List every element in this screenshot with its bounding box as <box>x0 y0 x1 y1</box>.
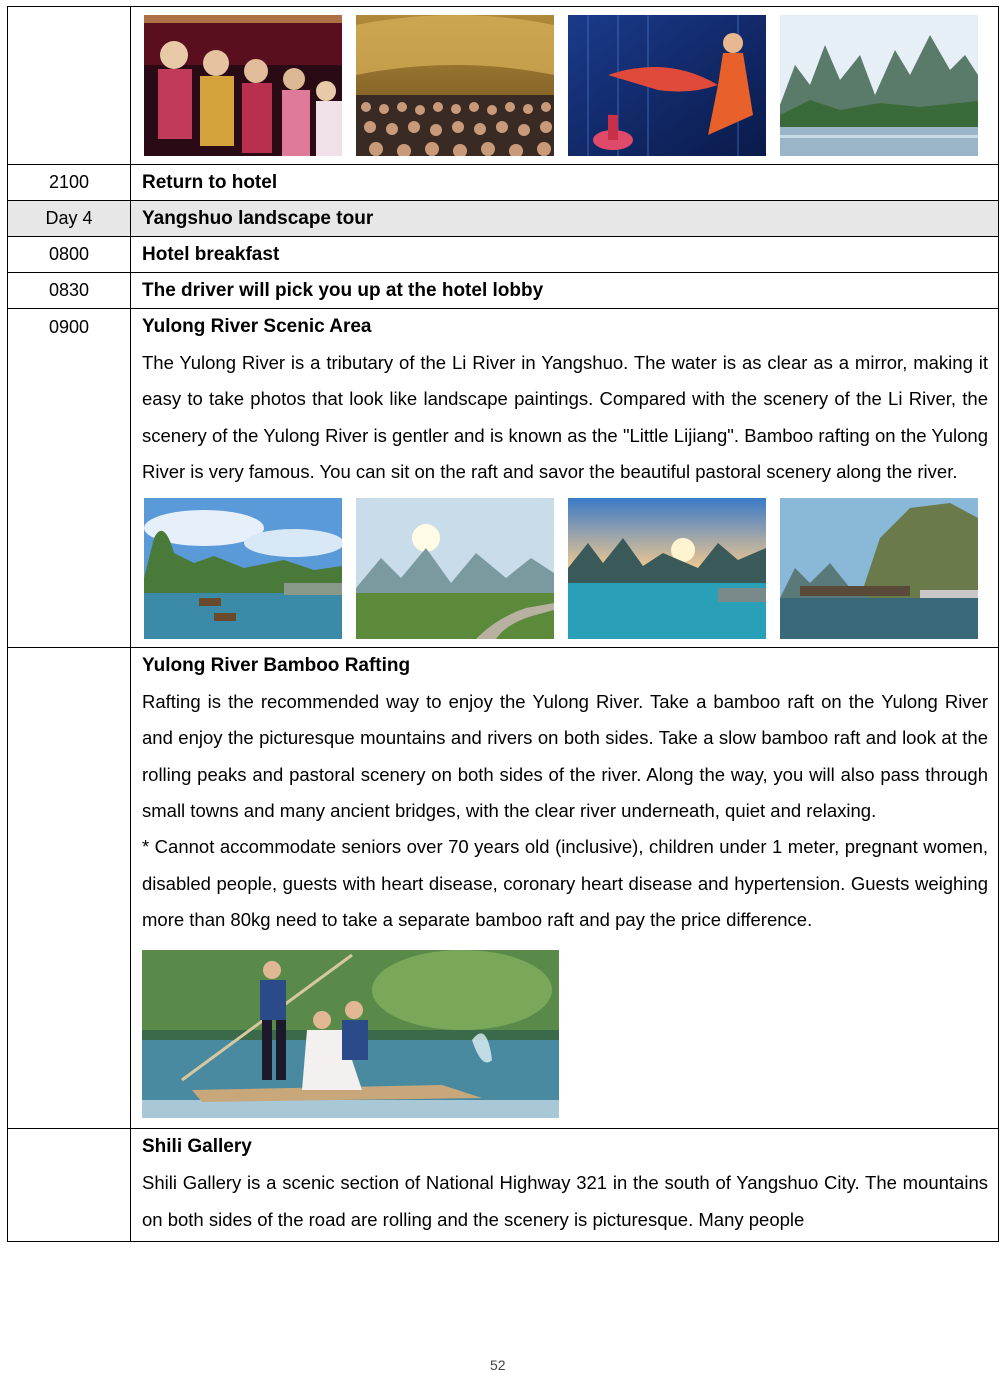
karst-river-photo <box>780 15 978 156</box>
empty-time-cell <box>8 7 131 165</box>
itinerary-table <box>7 6 999 1242</box>
row-shili <box>8 1129 999 1242</box>
day-title-cell <box>131 201 999 237</box>
countryside-path-photo <box>356 498 554 639</box>
content-cell <box>131 165 999 201</box>
row-description: Shili Gallery is a scenic section of National Highway 321 in the south of Yangshuo City. The mountains on both sides of the road are rolling and the scenery is picturesque. Many people <box>142 1172 988 1230</box>
time-cell: 0900 <box>8 309 131 648</box>
river-sunset-photo <box>568 498 766 639</box>
content-cell <box>131 648 999 1129</box>
content-cell <box>131 237 999 273</box>
yulong-rafts-photo <box>144 498 342 639</box>
row-title: Shili Gallery <box>142 1136 252 1158</box>
day-title: Yangshuo landscape tour <box>142 208 374 229</box>
performers-photo <box>144 15 342 156</box>
row-note: * Cannot accommodate seniors over 70 years old (inclusive), children under 1 meter, pregnant women, disabled people, guests with heart disease, coronary heart disease and hypertension. Guests weighing more than 80kg need to take a separate bamboo raft and pay the price difference. <box>142 836 988 930</box>
day-cell: Day 4 <box>8 201 131 237</box>
river-dock-photo <box>780 498 978 639</box>
row-rafting <box>8 648 999 1129</box>
dancer-photo <box>568 15 766 156</box>
row-day-4 <box>8 201 999 237</box>
empty-time-cell <box>8 648 131 1129</box>
row-0800 <box>8 237 999 273</box>
content-cell <box>131 1129 999 1242</box>
row-title: The driver will pick you up at the hotel lobby <box>142 280 544 301</box>
row-description: Rafting is the recommended way to enjoy the Yulong River. Take a bamboo raft on the Yulong River and enjoy the picturesque mountains and rivers on both sides. Take a slow bamboo raft and look at the rolling peaks and pastoral scenery on both sides of the river. Along the way, you will also pass through small towns and many ancient bridges, with the clear river underneath, quiet and relaxing. <box>142 691 988 822</box>
row-title: Yulong River Scenic Area <box>142 316 372 337</box>
row-title: Hotel breakfast <box>142 244 280 265</box>
row-0830 <box>8 273 999 309</box>
show-photos-row <box>8 7 999 165</box>
empty-time-cell <box>8 1129 131 1242</box>
time-cell: 0830 <box>8 273 131 309</box>
row-description: The Yulong River is a tributary of the Li River in Yangshuo. The water is as clear as a mirror, making it easy to take photos that look like landscape paintings. Compared with the scenery of the Li River, the scenery of the Yulong River is gentler and is known as the "Little Lijiang". Bamboo rafting on the Yulong River is very famous. You can sit on the raft and savor the beautiful pastoral scenery along the river. <box>142 352 988 482</box>
content-cell <box>131 309 999 648</box>
row-title: Return to hotel <box>142 172 278 193</box>
theater-audience-photo <box>356 15 554 156</box>
time-cell: 2100 <box>8 165 131 201</box>
row-title: Yulong River Bamboo Rafting <box>142 655 411 677</box>
time-cell: 0800 <box>8 237 131 273</box>
row-2100 <box>8 165 999 201</box>
page-number: 52 <box>490 1357 506 1373</box>
row-0900 <box>8 309 999 648</box>
show-photos-cell <box>131 7 999 165</box>
bamboo-raft-photo <box>142 950 559 1118</box>
content-cell <box>131 273 999 309</box>
